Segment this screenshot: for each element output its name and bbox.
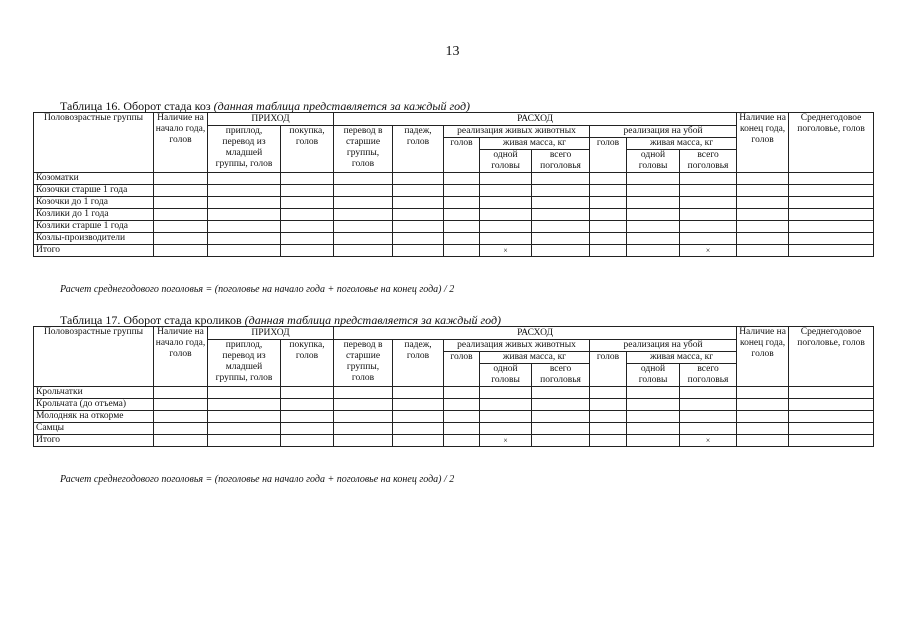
table-row (34, 208, 874, 220)
header-padezh: падеж, голов (393, 125, 444, 172)
header-live-golov: голов (444, 137, 480, 172)
rabbit-herd-table (33, 326, 874, 447)
row-label: Крольчата (до отъема) (34, 398, 154, 410)
header-slaughter-total: всего поголовья (680, 363, 737, 386)
average-formula-note: Расчет среднегодового поголовья = (поголовье на начало года + поголовье на конец года) / 2 (60, 284, 455, 295)
table-row (34, 220, 874, 232)
row-label: Итого (34, 244, 154, 256)
table-row (34, 172, 874, 184)
header-average: Среднегодовое поголовье, голов (789, 113, 874, 173)
row-label: Крольчатки (34, 386, 154, 398)
row-label: Козлы-производители (34, 232, 154, 244)
header-slaughter-total: всего поголовья (680, 149, 737, 172)
page-number: 13 (445, 44, 460, 59)
header-prihod: ПРИХОД (208, 113, 334, 126)
header-priplod: приплод, перевод из младшей группы, голов (208, 125, 281, 172)
table-row (34, 232, 874, 244)
row-label: Козлики до 1 года (34, 208, 154, 220)
not-applicable-mark: × (680, 244, 737, 256)
header-start-count: Наличие на начало года, голов (154, 327, 208, 387)
header-live-one-head: одной головы (480, 363, 532, 386)
header-real-live: реализация живых животных (444, 339, 590, 351)
header-age-groups: Половозрастные группы (34, 113, 154, 173)
goat-herd-table (33, 112, 874, 257)
header-slaughter-one-head: одной головы (627, 149, 680, 172)
header-live-one-head: одной головы (480, 149, 532, 172)
header-slaughter-mass: живая масса, кг (627, 137, 737, 149)
header-padezh: падеж, голов (393, 339, 444, 386)
header-pokupka: покупка, голов (281, 339, 334, 386)
header-age-groups: Половозрастные группы (34, 327, 154, 387)
header-real-live: реализация живых животных (444, 125, 590, 137)
table-row-total (34, 434, 874, 446)
header-rashod: РАСХОД (334, 327, 737, 340)
header-perevod: перевод в старшие группы, голов (334, 339, 393, 386)
header-prihod: ПРИХОД (208, 327, 334, 340)
table-title-text: Таблица 17. Оборот стада кроликов (60, 313, 242, 327)
row-label: Козлики старше 1 года (34, 220, 154, 232)
header-live-total: всего поголовья (532, 149, 590, 172)
header-end-count: Наличие на конец года, голов (737, 113, 789, 173)
header-end-count: Наличие на конец года, голов (737, 327, 789, 387)
not-applicable-mark: × (680, 434, 737, 446)
row-label: Итого (34, 434, 154, 446)
table-row (34, 196, 874, 208)
header-slaughter-golov: голов (590, 351, 627, 386)
table-row-total (34, 244, 874, 256)
row-label: Козочки старше 1 года (34, 184, 154, 196)
table-row (34, 398, 874, 410)
header-slaughter-golov: голов (590, 137, 627, 172)
header-priplod: приплод, перевод из младшей группы, голов (208, 339, 281, 386)
table-row (34, 422, 874, 434)
table-row (34, 386, 874, 398)
header-slaughter-one-head: одной головы (627, 363, 680, 386)
row-label: Молодняк на откорме (34, 410, 154, 422)
header-real-slaughter: реализация на убой (590, 339, 737, 351)
table-title-note: (данная таблица представляется за каждый год) (244, 313, 502, 327)
row-label: Самцы (34, 422, 154, 434)
row-label: Козоматки (34, 172, 154, 184)
header-start-count: Наличие на начало года, голов (154, 113, 208, 173)
table-row (34, 410, 874, 422)
not-applicable-mark: × (480, 244, 532, 256)
row-label: Козочки до 1 года (34, 196, 154, 208)
header-live-golov: голов (444, 351, 480, 386)
table-row (34, 184, 874, 196)
header-live-total: всего поголовья (532, 363, 590, 386)
header-live-mass: живая масса, кг (480, 137, 590, 149)
not-applicable-mark: × (480, 434, 532, 446)
header-pokupka: покупка, голов (281, 125, 334, 172)
header-real-slaughter: реализация на убой (590, 125, 737, 137)
header-perevod: перевод в старшие группы, голов (334, 125, 393, 172)
average-formula-note: Расчет среднегодового поголовья = (поголовье на начало года + поголовье на конец года) / 2 (60, 474, 455, 485)
header-live-mass: живая масса, кг (480, 351, 590, 363)
header-slaughter-mass: живая масса, кг (627, 351, 737, 363)
header-rashod: РАСХОД (334, 113, 737, 126)
table-title-note: (данная таблица представляется за каждый год) (213, 99, 471, 113)
header-average: Среднегодовое поголовье, голов (789, 327, 874, 387)
table-title-text: Таблица 16. Оборот стада коз (60, 99, 211, 113)
